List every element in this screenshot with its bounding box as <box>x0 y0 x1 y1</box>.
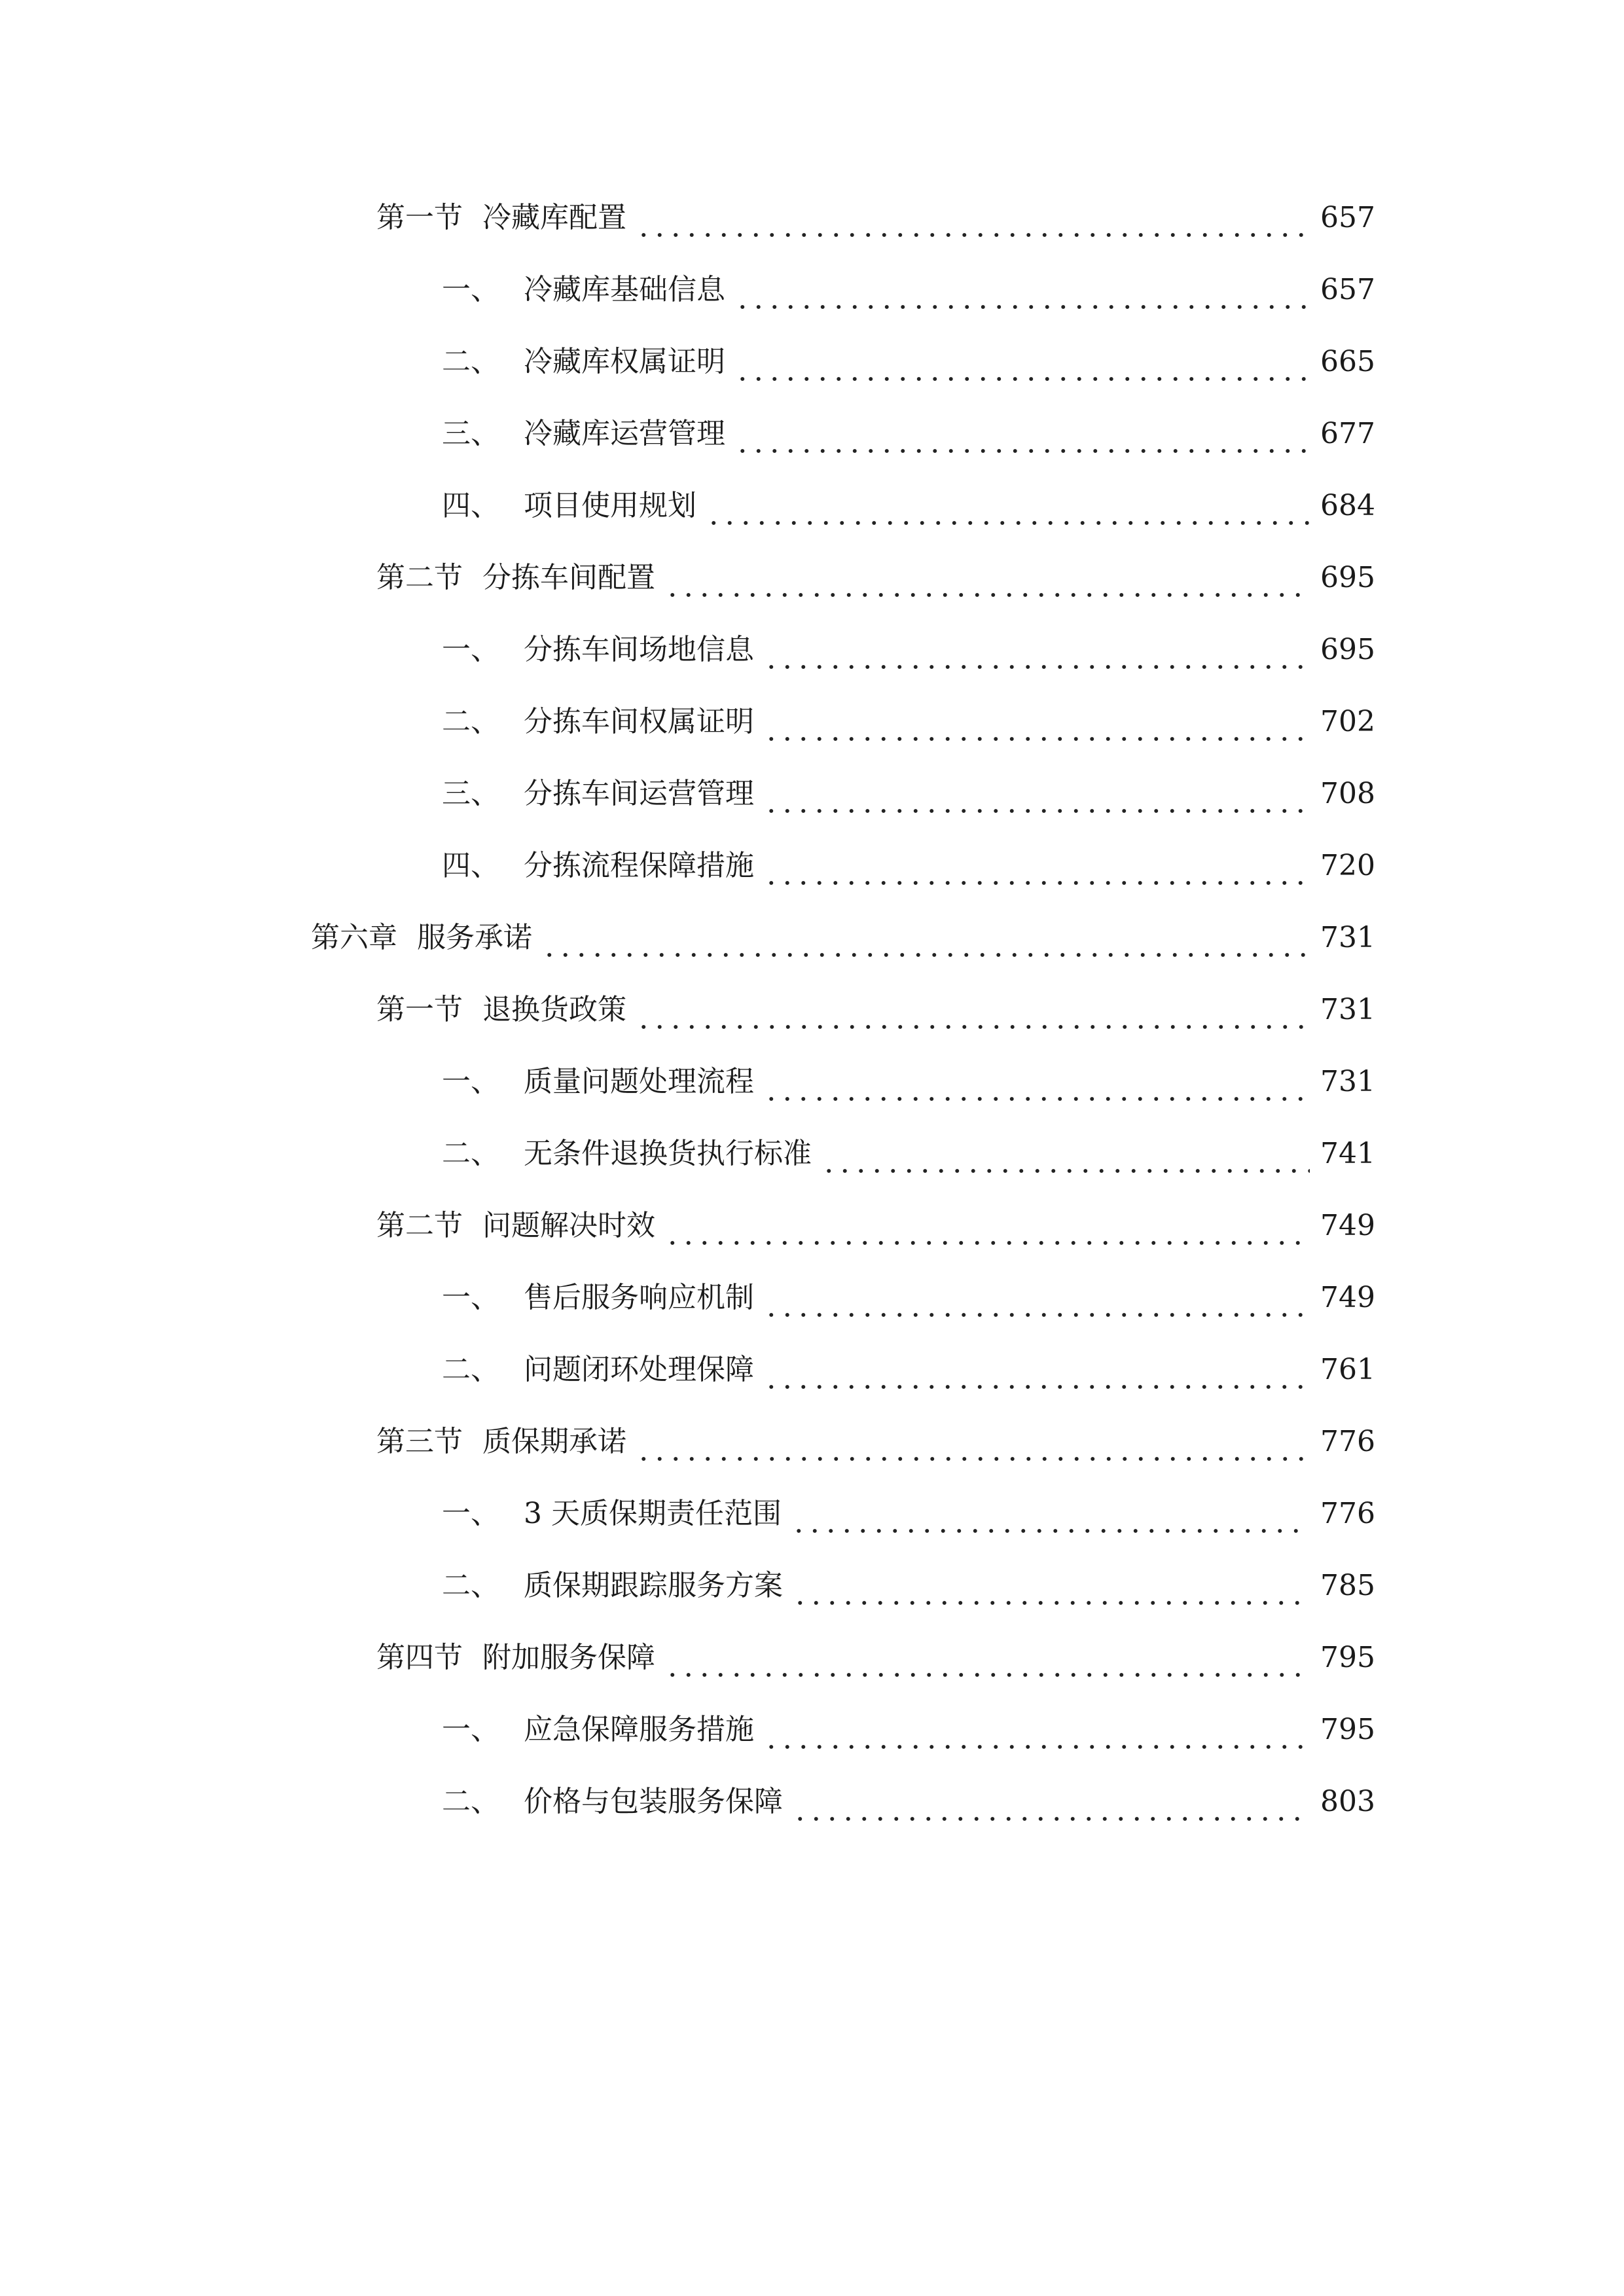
entry-title: 应急保障服务措施 <box>524 1713 754 1746</box>
entry-page-number: 684 <box>1320 489 1375 522</box>
entry-page-number: 795 <box>1320 1713 1375 1746</box>
entry-number: 三、 <box>442 417 499 450</box>
toc-entry[interactable] <box>311 912 1375 964</box>
dot-leader <box>763 1710 1310 1749</box>
toc-entry[interactable] <box>442 480 1375 532</box>
dot-leader <box>763 1062 1310 1102</box>
entry-number: 一、 <box>442 1713 499 1746</box>
toc-entry[interactable] <box>442 408 1375 460</box>
dot-leader <box>636 1422 1310 1462</box>
entry-number: 四、 <box>442 489 499 522</box>
entry-title: 冷藏库权属证明 <box>524 345 725 378</box>
entry-number: 二、 <box>442 705 499 738</box>
entry-title: 无条件退换货执行标准 <box>524 1137 812 1170</box>
entry-title: 3 天质保期责任范围 <box>524 1497 782 1530</box>
entry-page-number: 749 <box>1320 1281 1375 1314</box>
entry-number: 二、 <box>442 1569 499 1602</box>
entry-number: 三、 <box>442 777 499 810</box>
entry-title: 价格与包装服务保障 <box>524 1785 783 1818</box>
toc-entry[interactable] <box>442 624 1375 676</box>
entry-title: 附加服务保障 <box>482 1641 655 1674</box>
entry-number: 一、 <box>442 1065 499 1098</box>
entry-title: 分拣车间运营管理 <box>524 777 754 810</box>
entry-page-number: 695 <box>1320 633 1375 666</box>
dot-leader <box>763 1350 1310 1390</box>
toc-entry[interactable] <box>442 696 1375 748</box>
toc-entry[interactable] <box>376 552 1375 604</box>
entry-title: 分拣流程保障措施 <box>524 849 754 882</box>
dot-leader <box>664 1206 1310 1246</box>
entry-title: 分拣车间权属证明 <box>524 705 754 738</box>
entry-page-number: 657 <box>1320 201 1375 234</box>
entry-title: 冷藏库基础信息 <box>524 273 725 306</box>
entry-number: 第六章 <box>311 921 397 954</box>
dot-leader <box>763 1278 1310 1318</box>
entry-title: 问题解决时效 <box>482 1209 655 1242</box>
entry-page-number: 657 <box>1320 273 1375 306</box>
dot-leader <box>636 990 1310 1030</box>
entry-title: 售后服务响应机制 <box>524 1281 754 1314</box>
dot-leader <box>541 918 1310 958</box>
entry-title: 质量问题处理流程 <box>524 1065 754 1098</box>
entry-title: 质保期承诺 <box>482 1425 626 1458</box>
toc-entry[interactable] <box>376 192 1375 244</box>
entry-page-number: 731 <box>1320 1065 1375 1098</box>
entry-number: 二、 <box>442 1137 499 1170</box>
toc-entry[interactable] <box>442 840 1375 892</box>
entry-title: 退换货政策 <box>482 993 626 1026</box>
entry-page-number: 708 <box>1320 777 1375 810</box>
entry-title: 分拣车间场地信息 <box>524 633 754 666</box>
entry-title: 问题闭环处理保障 <box>524 1353 754 1386</box>
toc-entry[interactable] <box>442 1344 1375 1396</box>
dot-leader <box>763 630 1310 670</box>
entry-number: 一、 <box>442 273 499 306</box>
entry-page-number: 749 <box>1320 1209 1375 1242</box>
dot-leader <box>636 198 1310 238</box>
entry-page-number: 665 <box>1320 345 1375 378</box>
dot-leader <box>792 1566 1310 1605</box>
entry-title: 质保期跟踪服务方案 <box>524 1569 783 1602</box>
entry-title: 冷藏库运营管理 <box>524 417 725 450</box>
toc-entry[interactable] <box>442 1056 1375 1108</box>
entry-page-number: 695 <box>1320 561 1375 594</box>
entry-page-number: 731 <box>1320 921 1375 954</box>
dot-leader <box>664 1638 1310 1677</box>
toc-entry[interactable] <box>442 1488 1375 1540</box>
toc-entry[interactable] <box>376 1632 1375 1684</box>
dot-leader <box>706 486 1310 526</box>
entry-number: 一、 <box>442 1497 499 1530</box>
toc-entry[interactable] <box>442 336 1375 388</box>
entry-number: 第二节 <box>376 1209 463 1242</box>
toc-entry[interactable] <box>376 984 1375 1036</box>
entry-number: 二、 <box>442 1785 499 1818</box>
dot-leader <box>664 558 1310 598</box>
entry-title: 服务承诺 <box>417 921 532 954</box>
entry-page-number: 761 <box>1320 1353 1375 1386</box>
dot-leader <box>821 1134 1310 1174</box>
toc-entry[interactable] <box>442 1128 1375 1180</box>
entry-page-number: 720 <box>1320 849 1375 882</box>
toc-entry[interactable] <box>442 1776 1375 1828</box>
entry-number: 第一节 <box>376 993 463 1026</box>
entry-page-number: 741 <box>1320 1137 1375 1170</box>
entry-number: 第三节 <box>376 1425 463 1458</box>
dot-leader <box>763 702 1310 742</box>
entry-page-number: 785 <box>1320 1569 1375 1602</box>
entry-page-number: 702 <box>1320 705 1375 738</box>
dot-leader <box>734 270 1310 310</box>
entry-number: 二、 <box>442 1353 499 1386</box>
dot-leader <box>792 1782 1310 1821</box>
entry-page-number: 677 <box>1320 417 1375 450</box>
toc-entry[interactable] <box>376 1416 1375 1468</box>
entry-number: 四、 <box>442 849 499 882</box>
toc-entry[interactable] <box>442 1272 1375 1324</box>
dot-leader <box>734 342 1310 382</box>
toc-entry[interactable] <box>442 1560 1375 1612</box>
entry-number: 第四节 <box>376 1641 463 1674</box>
entry-title: 分拣车间配置 <box>482 561 655 594</box>
entry-title: 冷藏库配置 <box>482 201 626 234</box>
dot-leader <box>791 1494 1310 1534</box>
entry-page-number: 795 <box>1320 1641 1375 1674</box>
entry-page-number: 776 <box>1320 1425 1375 1458</box>
entry-title: 项目使用规划 <box>524 489 696 522</box>
dot-leader <box>763 846 1310 886</box>
entry-number: 第二节 <box>376 561 463 594</box>
entry-number: 一、 <box>442 1281 499 1314</box>
entry-number: 一、 <box>442 633 499 666</box>
entry-number: 二、 <box>442 345 499 378</box>
entry-number: 第一节 <box>376 201 463 234</box>
toc-entry[interactable] <box>376 1200 1375 1252</box>
entry-page-number: 776 <box>1320 1497 1375 1530</box>
entry-page-number: 803 <box>1320 1785 1375 1818</box>
dot-leader <box>734 414 1310 454</box>
toc-entry[interactable] <box>442 264 1375 316</box>
dot-leader <box>763 774 1310 814</box>
toc-entry[interactable] <box>442 768 1375 820</box>
toc-entry[interactable] <box>442 1704 1375 1756</box>
entry-page-number: 731 <box>1320 993 1375 1026</box>
